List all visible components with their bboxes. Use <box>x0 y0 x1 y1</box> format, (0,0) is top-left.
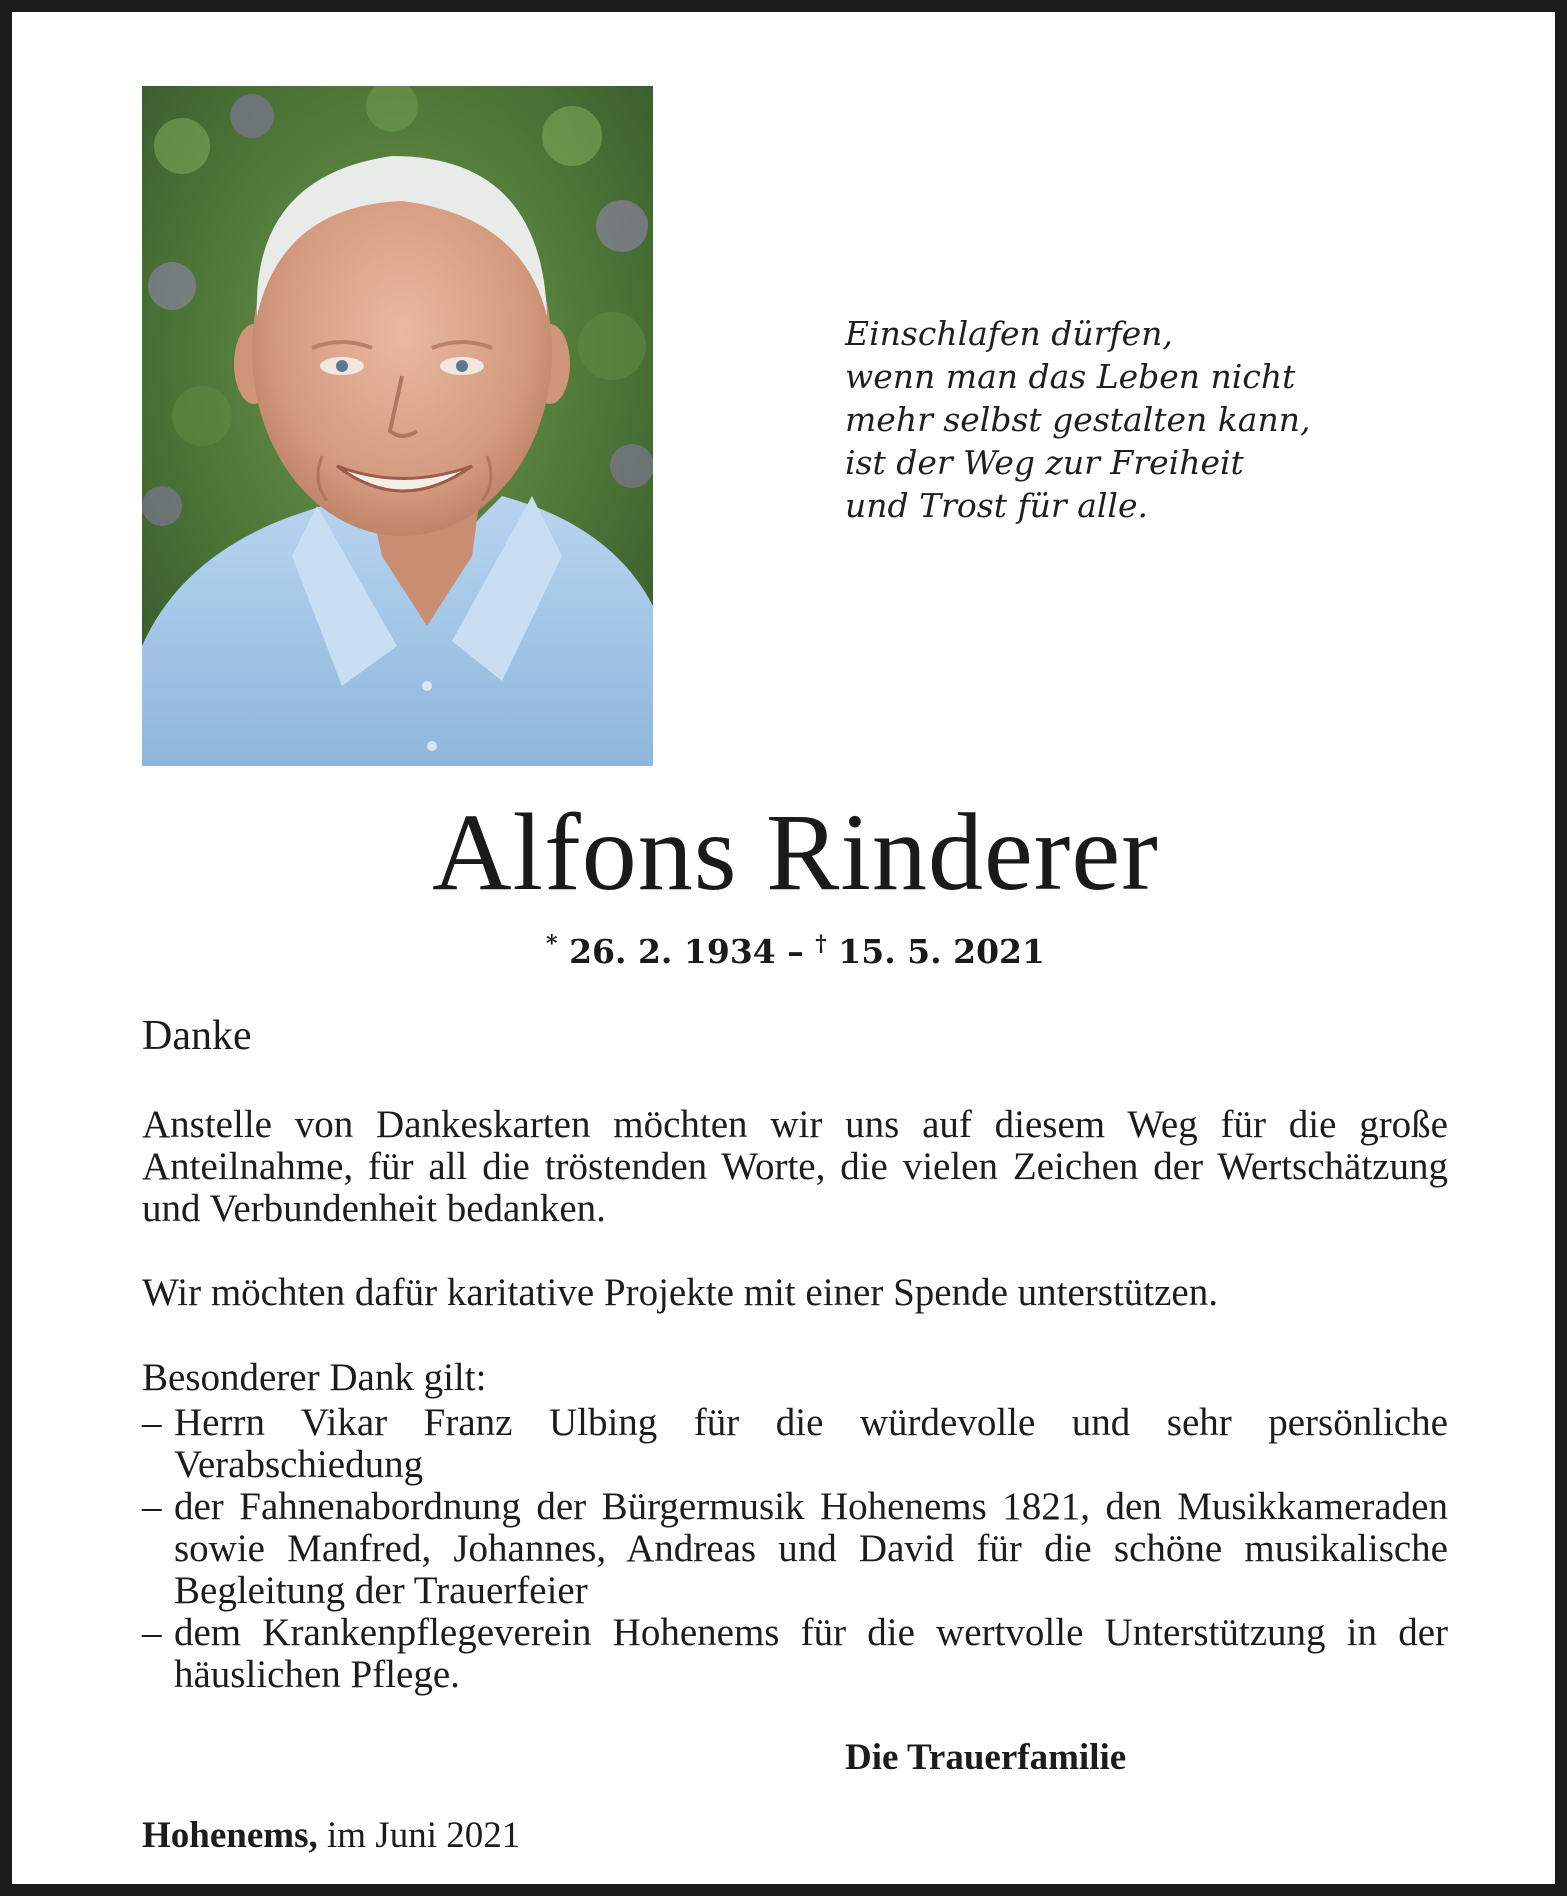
birth-date: 26. 2. 1934 <box>569 932 776 971</box>
donation-paragraph: Wir möchten dafür karitative Projekte mit einer Spende unterstützen. <box>142 1271 1218 1314</box>
thanks-paragraph: Anstelle von Dankeskarten möchten wir uns auf diesem Weg für die große Anteilnahme, für all die tröstenden Worte, die vielen Zeichen der Wertschätzung und Verbundenheit bedanken. <box>142 1103 1448 1230</box>
thanks-heading: Danke <box>142 1013 252 1059</box>
list-item <box>142 1612 1448 1696</box>
death-symbol: † <box>815 931 827 957</box>
list-dash: – <box>142 1401 162 1444</box>
list-item <box>142 1486 1448 1612</box>
signature: Die Trauerfamilie <box>845 1737 1127 1778</box>
motto-line: und Trost für alle. <box>845 486 1148 525</box>
motto-line: mehr selbst gestalten kann, <box>845 400 1311 439</box>
list-dash: – <box>142 1611 162 1654</box>
motto-line: Einschlafen dürfen, <box>845 314 1173 353</box>
list-dash: – <box>142 1485 162 1528</box>
portrait-photo <box>142 86 653 766</box>
place-town: Hohenems, <box>142 1815 318 1856</box>
list-item-text: dem Krankenpflegeverein Hohenems für die wertvolle Unterstützung in der häuslichen Pflege. <box>174 1611 1448 1696</box>
special-thanks-heading: Besonderer Dank gilt: <box>142 1356 487 1399</box>
motto-line: wenn man das Leben nicht <box>845 357 1296 396</box>
motto-line: ist der Weg zur Freiheit <box>845 443 1244 482</box>
list-item-text: der Fahnenabordnung der Bürgermusik Hohenems 1821, den Musikkameraden sowie Manfred, Johannes, Andreas und David für die schöne musikalische Begleitung der Trauerfeier <box>174 1485 1448 1612</box>
date-separator: – <box>787 932 804 971</box>
special-thanks-list <box>142 1402 1448 1696</box>
place-date-line <box>142 1814 520 1858</box>
list-item-text: Herrn Vikar Franz Ulbing für die würdevolle und sehr persönliche Verabschiedung <box>174 1401 1448 1486</box>
motto-poem <box>845 312 1310 527</box>
list-item <box>142 1402 1448 1486</box>
place-date: im Juni 2021 <box>327 1815 521 1856</box>
birth-symbol: * <box>546 931 558 957</box>
deceased-name: Alfons Rinderer <box>432 791 1159 913</box>
death-date: 15. 5. 2021 <box>838 932 1045 971</box>
life-dates <box>12 922 1567 974</box>
